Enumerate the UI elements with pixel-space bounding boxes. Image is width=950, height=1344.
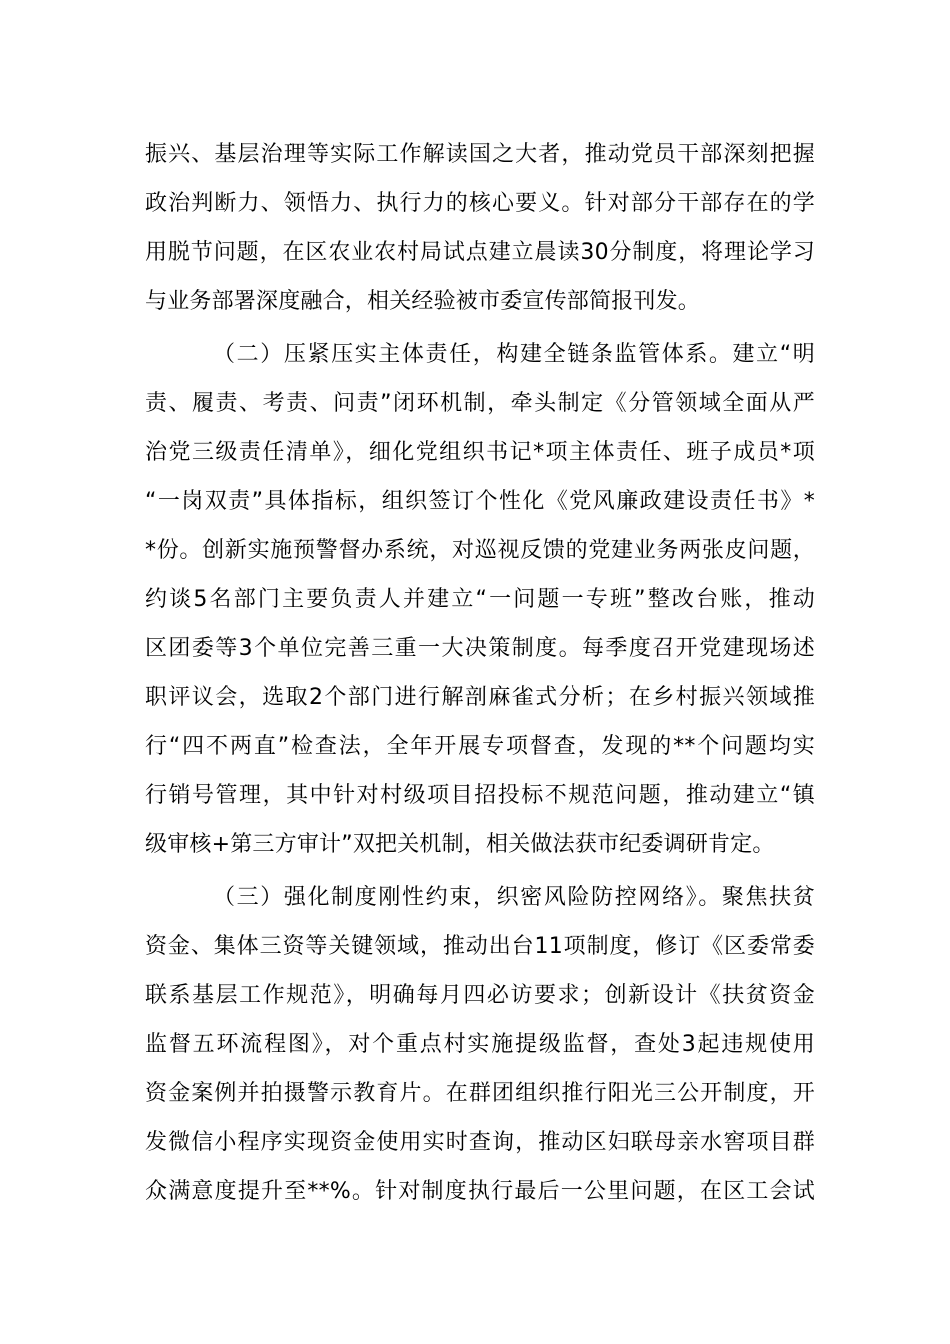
paragraph-line: 行“四不两直”检查法，全年开展专项督查，发现的**个问题均实 <box>145 734 815 759</box>
paragraph-line: *份。创新实施预警督办系统，对巡视反馈的党建业务两张皮问题， <box>145 538 815 563</box>
paragraph-line: 与业务部署深度融合，相关经验被市委宣传部简报刊发。 <box>145 289 701 314</box>
paragraph-line: 级审核+第三方审计”双把关机制，相关做法获市纪委调研肯定。 <box>145 832 775 857</box>
paragraph-line: 联系基层工作规范》，明确每月四必访要求；创新设计《扶贫资金 <box>145 983 815 1008</box>
paragraph-line: 行销号管理，其中针对村级项目招投标不规范问题，推动建立“镇 <box>145 783 815 808</box>
paragraph-line: 政治判断力、领悟力、执行力的核心要义。针对部分干部存在的学 <box>145 191 815 216</box>
paragraph-line: 资金、集体三资等关键领域，推动出台11项制度，修订《区委常委 <box>145 934 815 959</box>
paragraph-line: 职评议会，选取2个部门进行解剖麻雀式分析；在乡村振兴领域推 <box>145 685 815 710</box>
paragraph-line: 用脱节问题，在区农业农村局试点建立晨读30分制度，将理论学习 <box>145 240 815 265</box>
paragraph-line: 发微信小程序实现资金使用实时查询，推动区妇联母亲水窖项目群 <box>145 1130 815 1155</box>
paragraph-line: 众满意度提升至**%。针对制度执行最后一公里问题，在区工会试 <box>145 1179 815 1204</box>
paragraph-line: 监督五环流程图》，对个重点村实施提级监督，查处3起违规使用 <box>145 1032 815 1057</box>
paragraph-line: “一岗双责”具体指标，组织签订个性化《党风廉政建设责任书》* <box>145 489 815 514</box>
section-heading-line: （二）压紧压实主体责任，构建全链条监管体系。建立“明 <box>213 342 815 367</box>
paragraph-line: 区团委等3个单位完善三重一大决策制度。每季度召开党建现场述 <box>145 636 815 661</box>
paragraph-line: 责、履责、考责、问责”闭环机制，牵头制定《分管领域全面从严 <box>145 391 815 416</box>
paragraph-line: 资金案例并拍摄警示教育片。在群团组织推行阳光三公开制度，开 <box>145 1081 815 1106</box>
section-heading-line: （三）强化制度刚性约束，织密风险防控网络》。聚焦扶贫 <box>213 885 815 910</box>
paragraph-line: 振兴、基层治理等实际工作解读国之大者，推动党员干部深刻把握 <box>145 142 815 167</box>
paragraph-line: 治党三级责任清单》，细化党组织书记*项主体责任、班子成员*项 <box>145 440 815 465</box>
paragraph-line: 约谈5名部门主要负责人并建立“一问题一专班”整改台账，推动 <box>145 587 815 612</box>
